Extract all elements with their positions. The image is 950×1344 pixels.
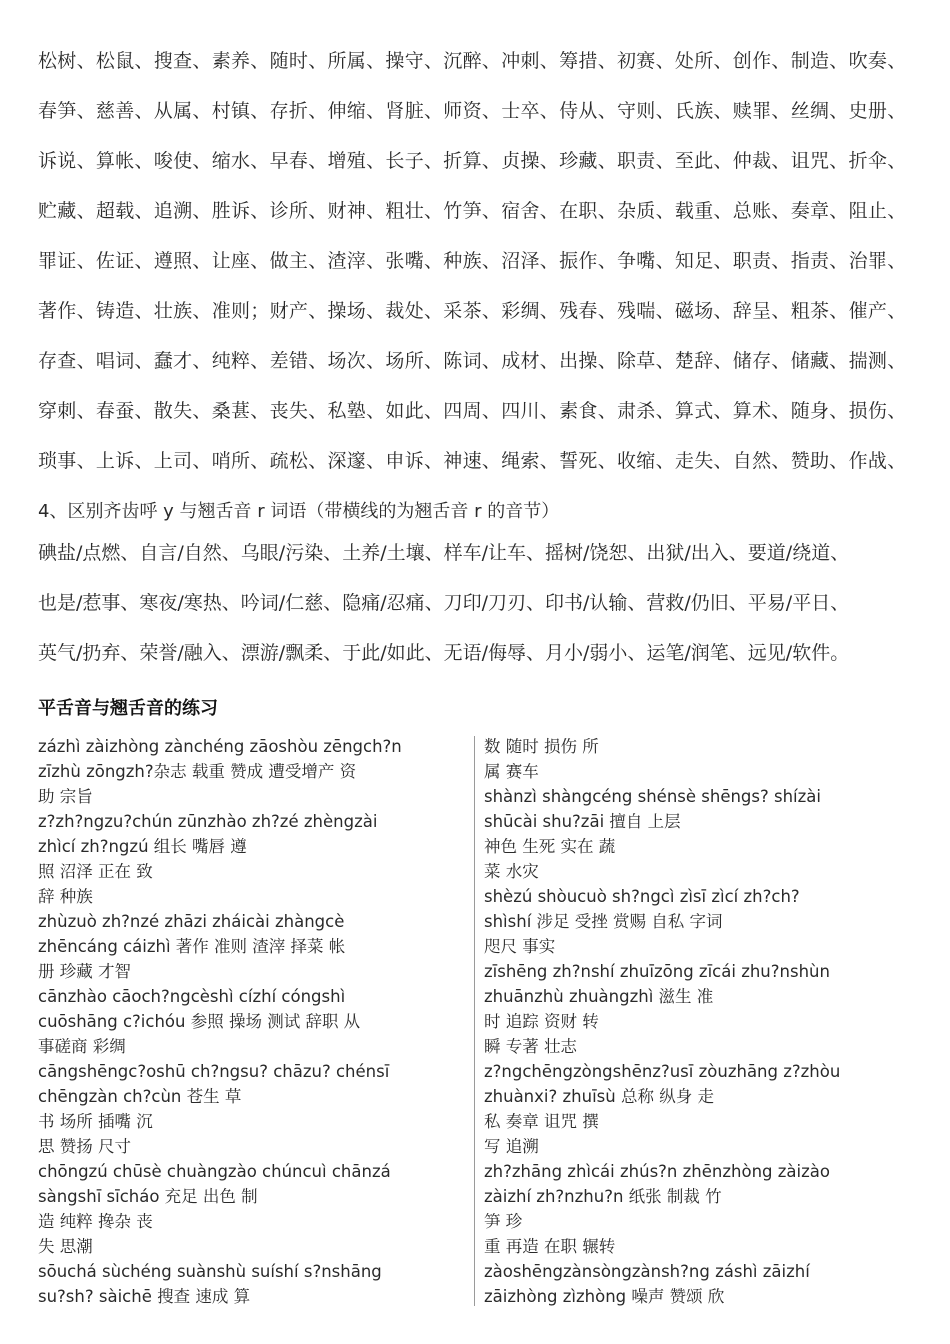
practice-line: zàoshēngzànsòngzànsh?ng záshì zāizhí <box>484 1262 810 1281</box>
practice-line: zhìcí zh?ngzú 组长 嘴唇 遵 <box>38 837 247 856</box>
word-line: 琐事、上诉、上司、哨所、疏松、深邃、申诉、神速、绳索、誓死、收缩、走失、自然、赞助、作战、 <box>38 450 907 472</box>
word-line: 春笋、慈善、从属、村镇、存折、伸缩、肾脏、师资、士卒、侍从、守则、氏族、赎罪、丝绸、史册、 <box>38 100 907 122</box>
practice-line: zāizhòng zìzhòng 噪声 赞颂 欣 <box>484 1287 725 1306</box>
practice-line: zázhì zàizhòng zànchéng zāoshòu zēngch?n <box>38 737 402 756</box>
practice-line: 咫尺 事实 <box>484 937 556 956</box>
word-line: 罪证、佐证、遵照、让座、做主、渣滓、张嘴、种族、沼泽、振作、争嘴、知足、职责、指责、治罪、 <box>38 250 907 272</box>
word-line: 著作、铸造、壮族、准则；财产、操场、裁处、采茶、彩绸、残春、残喘、磁场、辞呈、粗茶、催产、 <box>38 300 907 322</box>
practice-line: zhùzuò zh?nzé zhāzi zháicài zhàngcè <box>38 912 345 931</box>
practice-line: 书 场所 插嘴 沉 <box>38 1112 153 1131</box>
practice-line: zīzhù zōngzh?杂志 载重 赞成 遭受增产 资 <box>38 762 357 781</box>
practice-line: zhuānzhù zhuàngzhì 滋生 准 <box>484 987 714 1006</box>
practice-line: cuōshāng c?ichóu 参照 操场 测试 辞职 从 <box>38 1012 361 1031</box>
practice-line: 思 赞扬 尺寸 <box>38 1137 131 1156</box>
practice-right-column <box>484 734 910 1309</box>
word-list <box>38 42 918 492</box>
practice-line: shànzì shàngcéng shénsè shēngs? shízài <box>484 787 821 806</box>
practice-line: 笋 珍 <box>484 1212 523 1231</box>
word-line: 诉说、算帐、唆使、缩水、早春、增殖、长子、折算、贞操、珍藏、职责、至此、仲裁、诅咒、折伞、 <box>38 150 907 172</box>
practice-line: 事磋商 彩绸 <box>38 1037 126 1056</box>
practice-line: zhuànxi? zhuīsù 总称 纵身 走 <box>484 1087 714 1106</box>
word-line: 松树、松鼠、搜查、素养、随时、所属、操守、沉醉、冲刺、筹措、初赛、处所、创作、制造、吹奏、 <box>38 50 907 72</box>
column-divider <box>474 736 475 1306</box>
pair-line: 英气/扔弃、荣誉/融入、漂游/飘柔、于此/如此、无语/侮辱、月小/弱小、运笔/润笔、远见/软件。 <box>38 642 850 664</box>
section-4-heading: 4、区别齐齿呼 y 与翘舌音 r 词语（带横线的为翘舌音 r 的音节） <box>38 501 560 522</box>
practice-line: 辞 种族 <box>38 887 93 906</box>
practice-line: 神色 生死 实在 蔬 <box>484 837 616 856</box>
practice-line: cānzhào cāoch?ngcèshì cízhí cóngshì <box>38 987 346 1006</box>
section-4 <box>38 496 918 678</box>
practice-line: cāngshēngc?oshū ch?ngsu? chāzu? chénsī <box>38 1062 390 1081</box>
pair-line: 碘盐/点燃、自言/自然、乌眼/污染、土养/土壤、样车/让车、摇树/饶恕、出狱/出入、要道/绕道、 <box>38 542 850 564</box>
practice-line: 助 宗旨 <box>38 787 93 806</box>
practice-line: zàizhí zh?nzhu?n 纸张 制裁 竹 <box>484 1187 722 1206</box>
practice-line: su?sh? sàichē 搜查 速成 算 <box>38 1287 251 1306</box>
practice-left-column <box>38 734 468 1309</box>
practice-line: 瞬 专著 壮志 <box>484 1037 577 1056</box>
practice-line: 照 沼泽 正在 致 <box>38 862 153 881</box>
practice-line: 菜 水灾 <box>484 862 539 881</box>
practice-line: chēngzàn ch?cùn 苍生 草 <box>38 1087 242 1106</box>
practice-line: shìshí 涉足 受挫 赏赐 自私 字词 <box>484 912 723 931</box>
practice-line: sàngshī sīcháo 充足 出色 制 <box>38 1187 258 1206</box>
practice-line: 私 奏章 诅咒 撰 <box>484 1112 599 1131</box>
practice-line: 造 纯粹 搀杂 丧 <box>38 1212 153 1231</box>
practice-line: zhēncáng cáizhì 著作 准则 渣滓 择菜 帐 <box>38 937 346 956</box>
practice-line: z?ngchēngzòngshēnz?usī zòuzhāng z?zhòu <box>484 1062 841 1081</box>
word-line: 穿刺、春蚕、散失、桑葚、丧失、私塾、如此、四周、四川、素食、肃杀、算式、算术、随身、损伤、 <box>38 400 907 422</box>
practice-line: 写 追溯 <box>484 1137 539 1156</box>
practice-line: zh?zhāng zhìcái zhús?n zhēnzhòng zàizào <box>484 1162 830 1181</box>
practice-line: shūcài shu?zāi 擅自 上层 <box>484 812 681 831</box>
word-line: 贮藏、超载、追溯、胜诉、诊所、财神、粗壮、竹笋、宿舍、在职、杂质、载重、总账、奏章、阻止、 <box>38 200 907 222</box>
pair-line: 也是/惹事、寒夜/寒热、吟词/仁慈、隐痛/忍痛、刀印/刀刃、印书/认输、营救/仍旧、平易/平日、 <box>38 592 850 614</box>
practice-line: 时 追踪 资财 转 <box>484 1012 599 1031</box>
practice-line: z?zh?ngzu?chún zūnzhào zh?zé zhèngzài <box>38 812 378 831</box>
practice-line: chōngzú chūsè chuàngzào chúncuì chānzá <box>38 1162 391 1181</box>
practice-line: 属 赛车 <box>484 762 539 781</box>
practice-line: 失 思潮 <box>38 1237 93 1256</box>
practice-line: zīshēng zh?nshí zhuīzōng zīcái zhu?nshùn <box>484 962 830 981</box>
word-line: 存查、唱词、蠢才、纯粹、差错、场次、场所、陈词、成材、出操、除草、楚辞、储存、储藏、揣测、 <box>38 350 907 372</box>
practice-line: 数 随时 损伤 所 <box>484 737 599 756</box>
practice-line: 册 珍藏 才智 <box>38 962 131 981</box>
practice-line: sōuchá sùchéng suànshù suíshí s?nshāng <box>38 1262 382 1281</box>
practice-line: 重 再造 在职 辗转 <box>484 1237 616 1256</box>
practice-title: 平舌音与翘舌音的练习 <box>38 698 218 719</box>
practice-line: shèzú shòucuò sh?ngcì zìsī zìcí zh?ch? <box>484 887 800 906</box>
